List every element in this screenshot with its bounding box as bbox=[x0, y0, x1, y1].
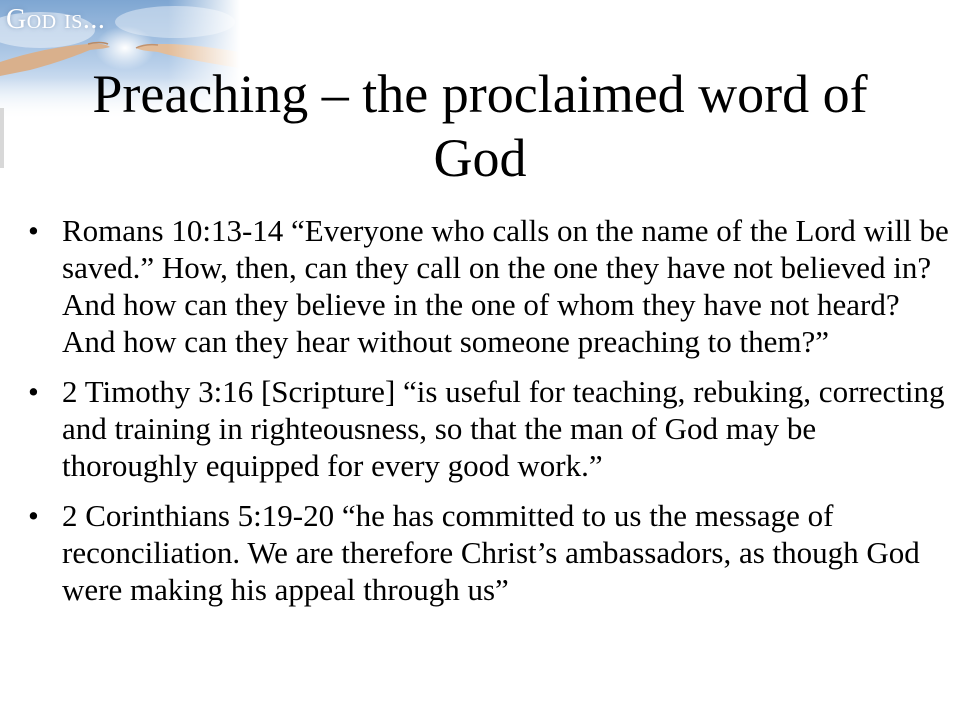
bullet-text: Romans 10:13-14 “Everyone who calls on the name of the Lord will be saved.” How, then, can they call on the one they have not believed in? And how can they believe in the one of whom they have not heard? And how can they hear without someone preaching to them?” bbox=[62, 213, 949, 359]
bullet-item bbox=[26, 212, 950, 360]
bullet-marker: • bbox=[28, 374, 39, 409]
bullet-list bbox=[26, 212, 950, 621]
bullet-marker: • bbox=[28, 213, 39, 248]
divider bbox=[0, 108, 4, 168]
bullet-text: 2 Timothy 3:16 [Scripture] “is useful for teaching, rebuking, correcting and training in righteousness, so that the man of God may be thoroughly equipped for every good work.” bbox=[62, 374, 945, 483]
bullet-item bbox=[26, 373, 950, 484]
bullet-marker: • bbox=[28, 498, 39, 533]
slide-title: Preaching – the proclaimed word of God bbox=[92, 64, 868, 188]
logo-text: God is... bbox=[6, 4, 106, 35]
bullet-text: 2 Corinthians 5:19-20 “he has committed to us the message of reconciliation. We are therefore Christ’s ambassadors, as though God were making his appeal through us” bbox=[62, 498, 920, 607]
bullet-item bbox=[26, 497, 950, 608]
